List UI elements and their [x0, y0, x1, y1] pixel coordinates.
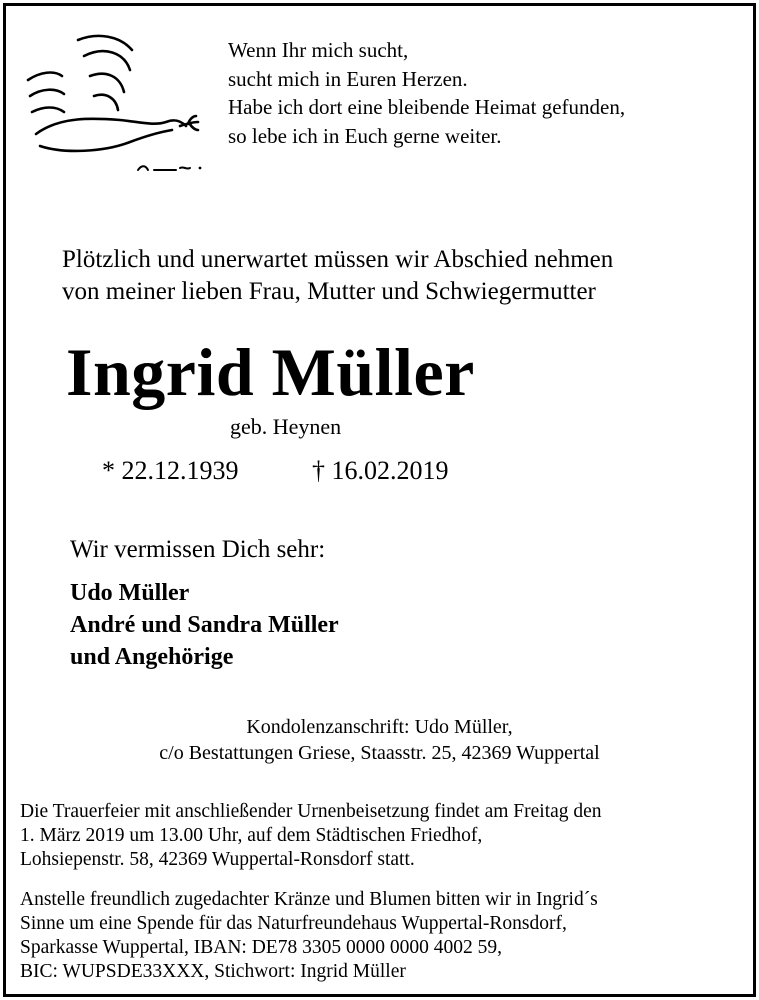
donation-line: Anstelle freundlich zugedachter Kränze und Blumen bitten wir in Ingrid´s	[20, 889, 598, 910]
donation-line: Sparkasse Wuppertal, IBAN: DE78 3305 0000 0000 4002 59,	[20, 937, 502, 958]
mourners-list	[70, 577, 339, 673]
intro-line: von meiner lieben Frau, Mutter und Schwiegermutter	[62, 278, 596, 305]
obituary-notice	[3, 3, 756, 997]
donation-info	[20, 888, 598, 984]
poem-line: so lebe ich in Euch gerne weiter.	[228, 123, 502, 148]
mourner-name: Udo Müller	[70, 580, 190, 606]
ceremony-line: Die Trauerfeier mit anschließender Urnenbeisetzung findet am Freitag den	[20, 801, 602, 822]
ceremony-line: Lohsiepenstr. 58, 42369 Wuppertal-Ronsdorf statt.	[20, 849, 415, 870]
poem-line: Habe ich dort eine bleibende Heimat gefunden,	[228, 95, 626, 119]
address-line: c/o Bestattungen Griese, Staasstr. 25, 42369 Wuppertal	[159, 742, 600, 764]
donation-line: BIC: WUPSDE33XXX, Stichwort: Ingrid Müller	[20, 961, 406, 982]
intro-line: Plötzlich und unerwartet müssen wir Abschied nehmen	[62, 246, 614, 273]
address-line: Kondolenzanschrift: Udo Müller,	[246, 716, 513, 738]
mourner-name: und Angehörige	[70, 644, 234, 670]
dove-icon	[20, 26, 210, 186]
maiden-name: geb. Heynen	[230, 414, 342, 439]
death-date: † 16.02.2019	[312, 456, 449, 485]
ceremony-info	[20, 800, 602, 872]
deceased-name: Ingrid Müller	[66, 334, 475, 410]
poem-line: sucht mich in Euren Herzen.	[228, 66, 468, 91]
mourner-name: André und Sandra Müller	[70, 612, 339, 638]
ceremony-line: 1. März 2019 um 13.00 Uhr, auf dem Städtischen Friedhof,	[20, 825, 483, 846]
announcement-intro	[62, 244, 613, 308]
poem	[228, 36, 625, 150]
mourners-heading: Wir vermissen Dich sehr:	[70, 536, 326, 563]
condolence-address	[6, 714, 753, 766]
birth-date: * 22.12.1939	[102, 456, 239, 485]
donation-line: Sinne um eine Spende für das Naturfreundehaus Wuppertal-Ronsdorf,	[20, 913, 567, 934]
poem-line: Wenn Ihr mich sucht,	[228, 38, 409, 62]
